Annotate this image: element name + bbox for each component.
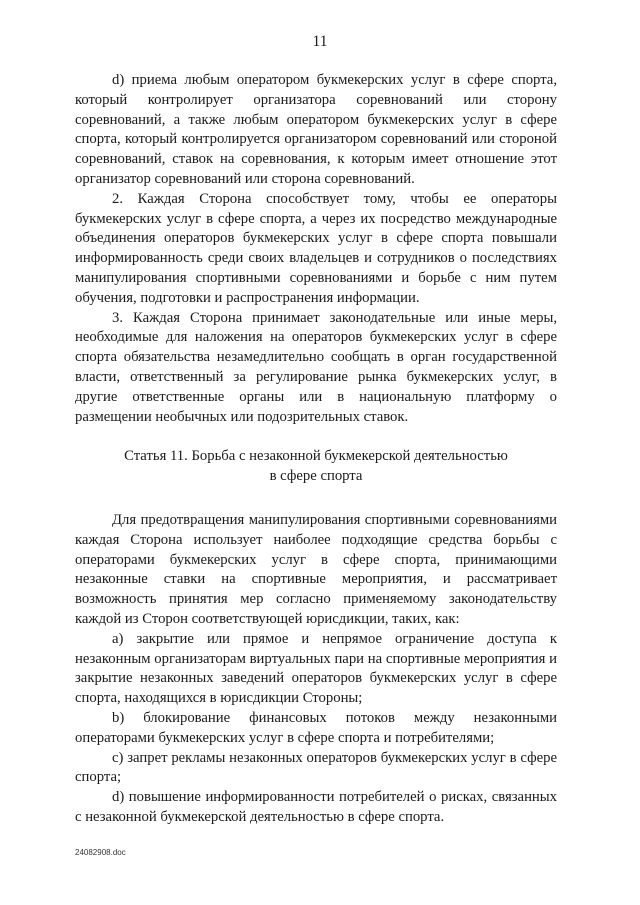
list-item-c: c) запрет рекламы незаконных операторов букмекерских услуг в сфере спорта; — [75, 749, 557, 786]
list-item-d: d) повышение информированности потребителей о рисках, связанных с незаконной букмекерской деятельностью в сфере спорта. — [75, 789, 557, 825]
document-filename: 24082908.doc — [75, 848, 126, 857]
article-intro-paragraph: Для предотвращения манипулирования спортивными соревнованиями каждая Сторона использует наиболее подходящие средства борьбы с операторами букмекерских услуг в сфере спорта, принимающими незаконные ставки на спортивные мероприятия, и рассматривает возможность принятия мер согласно применяемому законодательству каждой из Сторон соответствующей юрисдикции, таких, как: — [75, 511, 557, 627]
document-body — [75, 71, 557, 828]
page-number: 11 — [312, 33, 328, 50]
clause-2-awareness: 2. Каждая Сторона способствует тому, чтобы ее операторы букмекерских услуг в сфере спорта, а через их посредство международные объединения операторов букмекерских услуг в сфере спорта повышали информированность среди своих владельцев и сотрудников о последствиях манипулирования спортивными соревнованиями и борьбе с ним путем обучения, подготовки и распространения информации. — [75, 190, 557, 306]
clause-3-reporting: 3. Каждая Сторона принимает законодательные или иные меры, необходимые для наложения на операторов букмекерских услуг в сфере спорта обязательства незамедлительно сообщать в орган государственной власти, ответственный за регулирование рынка букмекерских услуг, в другие ответственные органы или в национальную платформу о размещении необычных или подозрительных ставок. — [75, 309, 557, 425]
list-item-a: a) закрытие или прямое и непрямое ограничение доступа к незаконным организаторам виртуальных пари на спортивные мероприятия и закрытие незаконных заведений операторов букмекерских услуг в сфере спорта, находящихся в юрисдикции Стороны; — [75, 630, 557, 707]
list-item-b: b) блокирование финансовых потоков между незаконными операторами букмекерских услуг в сфере спорта и потребителями; — [75, 709, 557, 746]
article-heading-line-1: Статья 11. Борьба с незаконной букмекерской деятельностью — [124, 448, 508, 465]
article-heading — [75, 447, 557, 487]
article-heading-line-2: в сфере спорта — [269, 468, 363, 485]
clause-d-betting-control: d) приема любым оператором букмекерских услуг в сфере спорта, который контролирует организатора соревнований или сторону соревнований, а также любым оператором букмекерских услуг в сфере спорта, который контролируется организатором соревнований или стороной соревнований, ставок на соревнования, к которым имеет отношение этот организатор соревнований или сторона соревнований. — [75, 72, 557, 187]
